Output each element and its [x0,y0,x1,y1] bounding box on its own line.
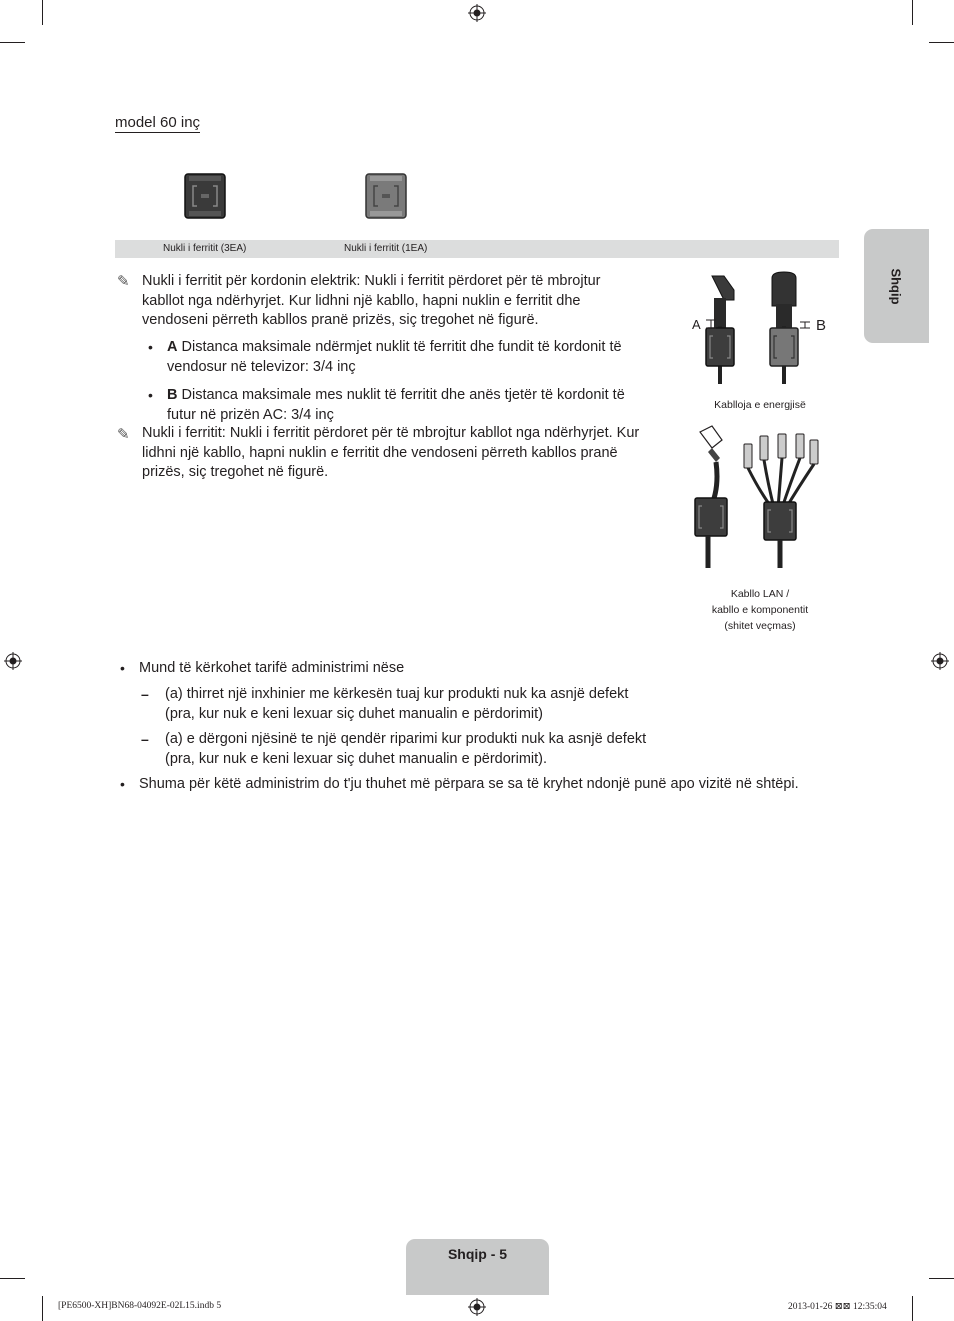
charges-item-2: (a) e dërgoni njësinë te një qendër riparimi kur produkti nuk ka asnjë defekt (pra, kur nuk e keni lexuar siç duhet manualin e përdorimit). [165,731,647,767]
ferrite-core-gray-icon [364,172,408,220]
charges-item-1: (a) thirret një inxhinier me kërkesën tuaj kur produkti nuk ka asnjë defekt (pra, kur nuk e keni lexuar siç duhet manualin e përdorimit) [165,686,629,722]
registration-mark-icon [468,1298,486,1316]
power-cable-caption: Kablloja e energjisë [714,399,806,411]
note-ferrite-core: Nukli i ferritit: Nukli i ferritit përdoret për të mbrojtur kabllot nga ndërhyrjet. Kur lidhni një kabllo, hapni nuklin e ferritit dhe vendoseni përreth kabllos pranë prizës, siç tregohet në figurë. [142,425,640,480]
charges-bullet-marker: • [120,660,125,676]
crop-mark [912,1296,913,1321]
ferrite-core-dark-icon [183,172,227,220]
charges-dash-marker: – [141,686,149,702]
crop-mark [929,42,954,43]
lan-cable-caption: Kabllo LAN / kabllo e komponentit (shitet veçmas) [711,588,809,632]
lan-component-cable-illustration [690,422,830,570]
ferrite-caption-bar [115,240,839,258]
bullet-b-marker: • [148,387,153,403]
print-slug-left: [PE6500-XH]BN68-04092E-02L15.indb 5 [58,1301,222,1311]
registration-mark-icon [468,4,486,22]
charges-final: Shuma për këtë administrim do t'ju thuhet më përpara se sa të kryhet ndonjë punë apo vizitë në shtëpi. [139,776,799,792]
label-b: B [816,317,827,334]
charges-intro: Mund të kërkohet tarifë administrimi nëse [139,660,405,676]
section-title: model 60 inç [115,114,201,131]
crop-mark [42,0,43,25]
crop-mark [0,42,25,43]
pencil-note-icon: ✎ [117,273,130,290]
note-power-cord: Nukli i ferritit për kordonin elektrik: Nukli i ferritit përdoret për të mbrojtur kabllot nga ndërhyrjet. Kur lidhni një kabllo, hapni nuklin e ferritit dhe vendoseni përreth kabllos pranë prizës, siç tregohet në figurë. [142,273,601,328]
bullet-b-text: B Distanca maksimale mes nuklit të ferritit dhe anës tjetër të kordonit të futur në prizën AC: 3/4 inç [167,387,625,423]
page-number: Shqip - 5 [447,1246,508,1262]
registration-mark-icon [931,652,949,670]
ferrite-caption-3ea: Nukli i ferritit (3EA) [163,243,247,254]
charges-dash-marker: – [141,731,149,747]
crop-mark [0,1278,25,1279]
print-slug-right: 2013-01-26 ⊠⊠ 12:35:04 [788,1302,887,1312]
bullet-a-marker: • [148,339,153,355]
label-a: A [692,317,701,332]
ferrite-caption-1ea: Nukli i ferritit (1EA) [344,243,428,254]
charges-bullet-marker: • [120,776,125,792]
pencil-note-icon: ✎ [117,426,130,443]
power-cable-illustration [700,270,820,386]
crop-mark [912,0,913,25]
language-side-tab-label: Shqip [888,267,904,305]
crop-mark [42,1296,43,1321]
bullet-a-text: A Distanca maksimale ndërmjet nuklit të ferritit dhe fundit të kordonit të vendosur në televizor: 3/4 inç [167,339,622,375]
registration-mark-icon [4,652,22,670]
crop-mark [929,1278,954,1279]
